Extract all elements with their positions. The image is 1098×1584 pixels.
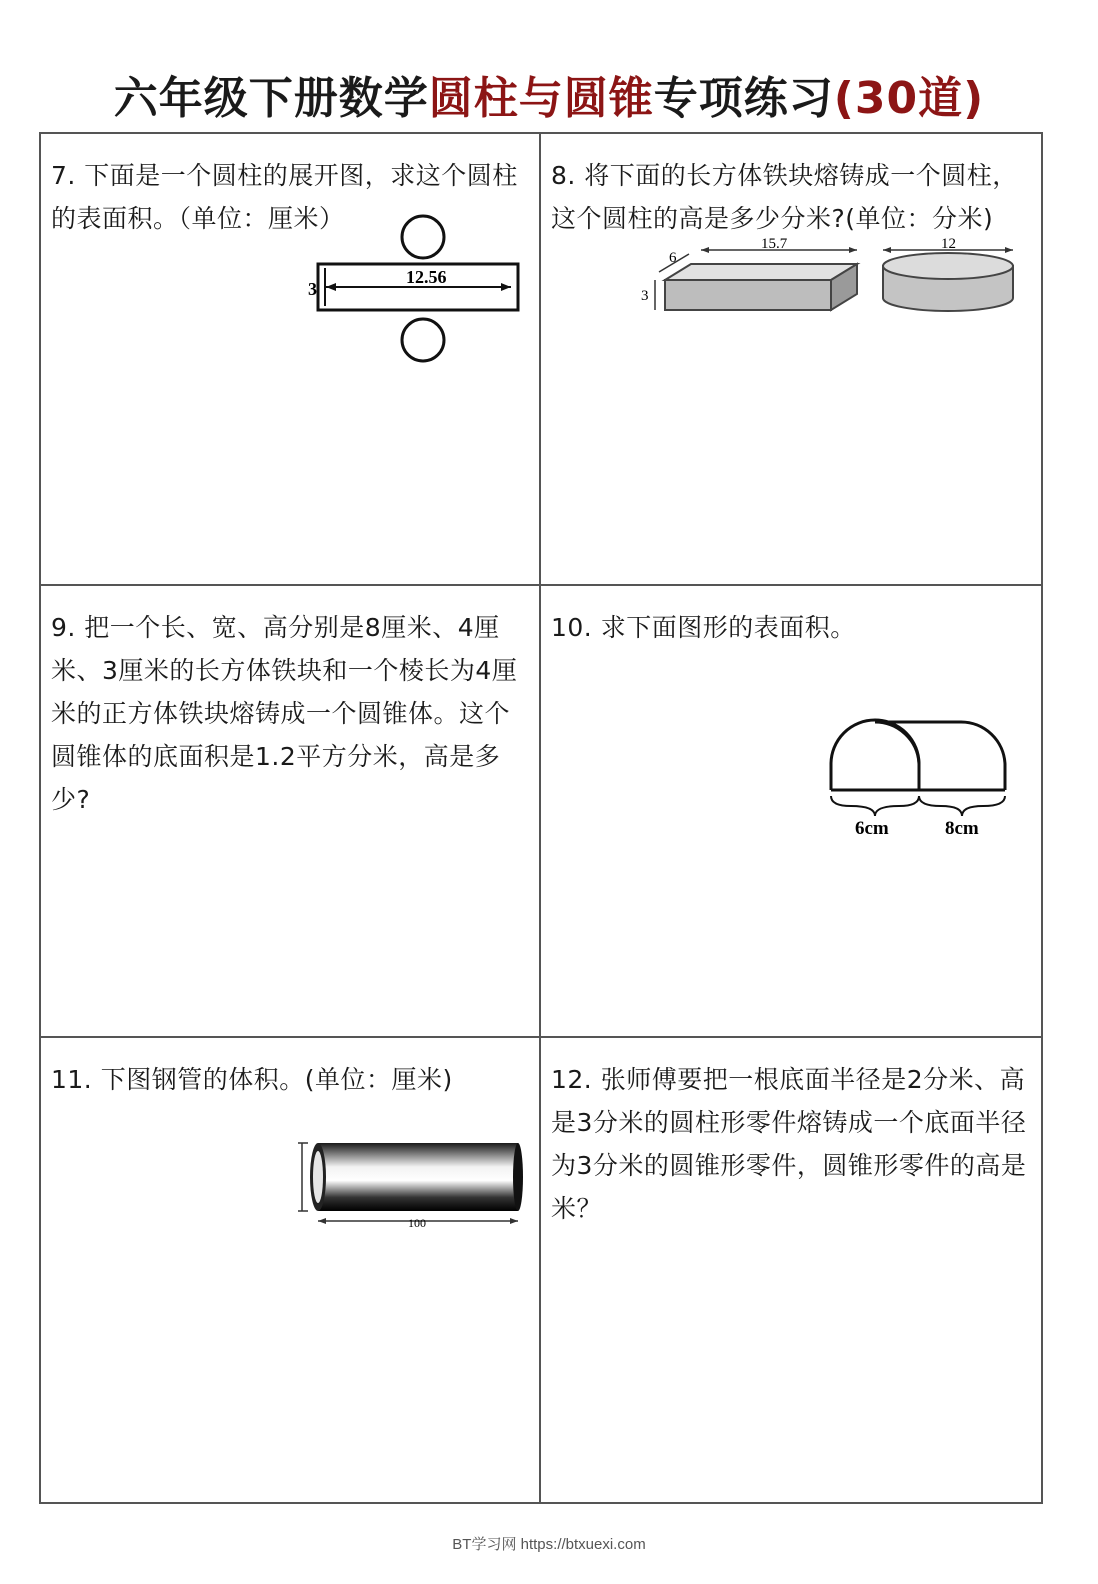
question-9-text: 9. 把一个长、宽、高分别是8厘米、4厘米、3厘米的长方体铁块和一个棱长为4厘米的正方体铁块熔铸成一个圆锥体。这个圆锥体的底面积是1.2平方分米，高是多少?: [51, 613, 518, 814]
question-cell-10: [541, 586, 1041, 1038]
cuboid-and-cylinder-figure: [641, 234, 1041, 324]
steel-pipe-figure: [296, 1133, 526, 1233]
question-10-text: 10. 求下面图形的表面积。: [551, 613, 856, 642]
question-cell-11: [41, 1038, 541, 1502]
question-11-text: 11. 下图钢管的体积。(单位：厘米): [51, 1065, 453, 1094]
q8-width-label: 6: [669, 250, 677, 266]
q11-length-label: 100: [408, 1216, 426, 1230]
title-part-4: (30道): [833, 73, 985, 124]
q10-right-width-label: 8cm: [945, 818, 979, 836]
q8-diameter-label: 12: [941, 236, 956, 252]
page-title: [0, 62, 1098, 126]
question-cell-8: [541, 134, 1041, 586]
question-grid: [39, 132, 1043, 1504]
title-part-1: 六年级下册数学: [113, 73, 429, 124]
q7-length-label: 12.56: [406, 267, 447, 287]
question-cell-12: [541, 1038, 1041, 1502]
q8-height-label: 3: [641, 288, 649, 304]
question-7-text: 7. 下面是一个圆柱的展开图，求这个圆柱的表面积。（单位：厘米）: [51, 161, 518, 233]
question-12-text: 12. 张师傅要把一根底面半径是2分米、高是3分米的圆柱形零件熔铸成一个底面半径为3分米的圆锥形零件，圆锥形零件的高是米？: [551, 1065, 1027, 1223]
q10-left-width-label: 6cm: [855, 818, 889, 836]
footer-watermark: BT学习网 https://btxuexi.com: [452, 1536, 646, 1553]
q8-length-label: 15.7: [761, 236, 788, 252]
question-8-text: 8. 将下面的长方体铁块熔铸成一个圆柱，这个圆柱的高是多少分米?(单位：分米): [551, 161, 1018, 233]
title-part-2: 圆柱与圆锥: [428, 73, 654, 124]
question-cell-7: [41, 134, 541, 586]
title-part-3: 专项练习: [653, 73, 834, 124]
question-cell-9: [41, 586, 541, 1038]
cylinder-net-figure: [306, 209, 521, 369]
q7-height-label: 3: [308, 279, 317, 299]
half-cylinder-figure: [821, 716, 1021, 836]
